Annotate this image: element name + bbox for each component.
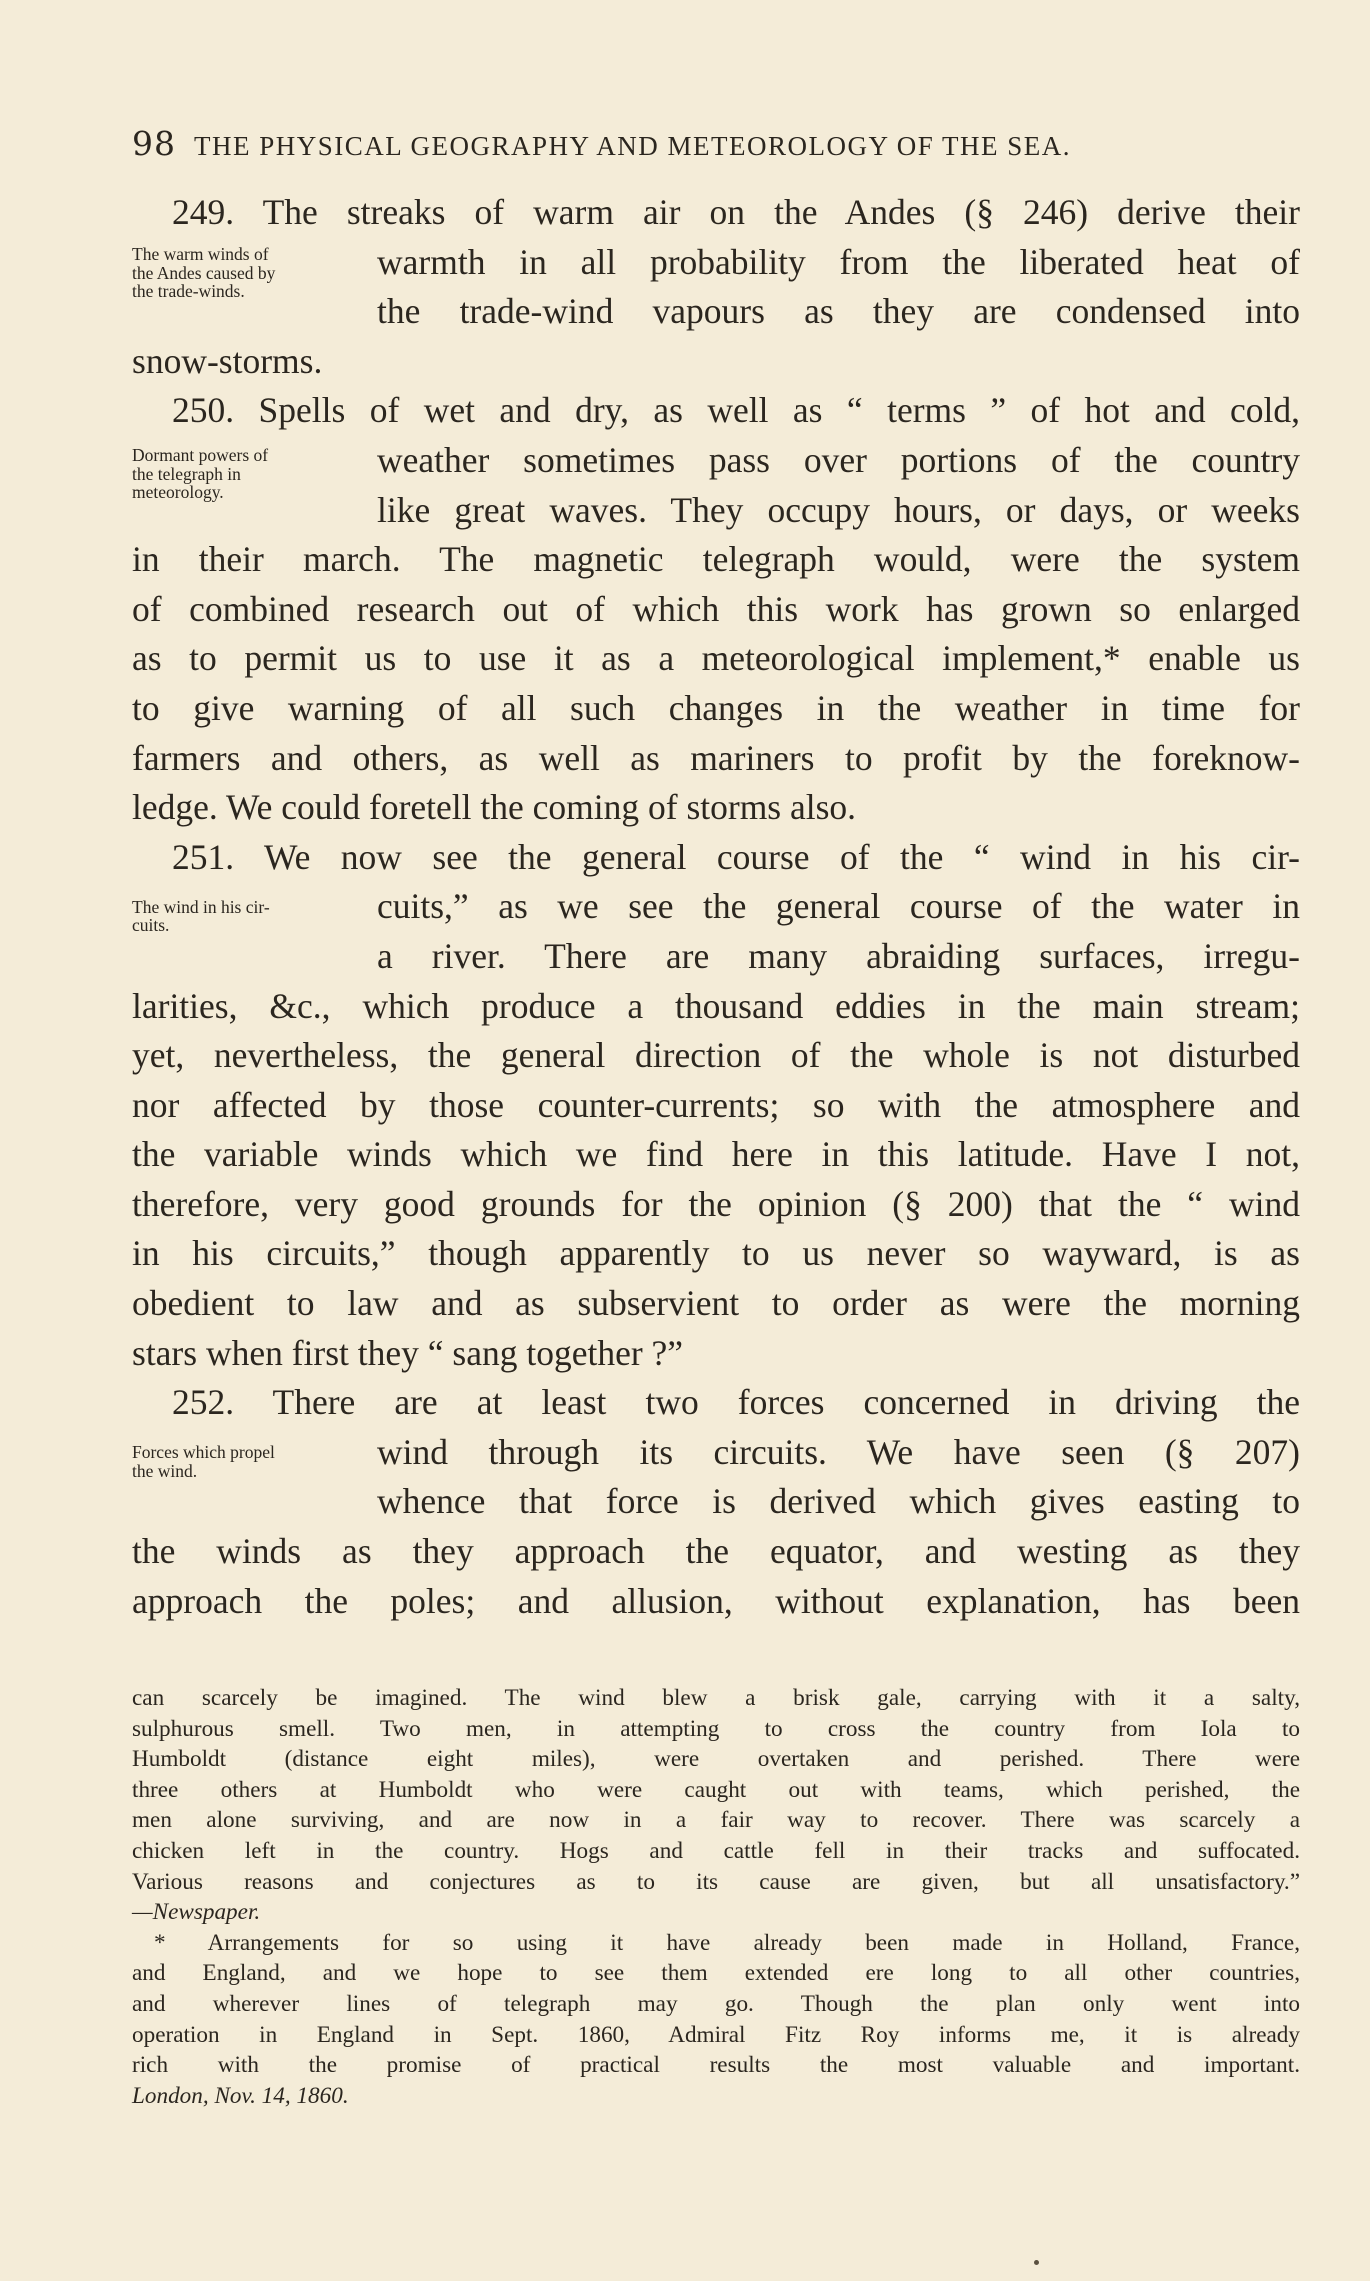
text-line: obedient to law and as subservient to order as were the morning (132, 1283, 1300, 1324)
section-number: 252. (172, 1382, 235, 1423)
footnote-line: rich with the promise of practical results the most valuable and important. (132, 2052, 1300, 2079)
text-line: farmers and others, as well as mariners to profit by the foreknow- (132, 737, 1300, 778)
footnote-line: * Arrangements for so using it have already been made in Holland, France, (154, 1929, 1300, 1956)
section-number: 251. (172, 836, 235, 877)
text-line: larities, &c., which produce a thousand eddies in the main stream; (132, 985, 1300, 1026)
footnote-line: sulphurous smell. Two men, in attempting to cross the country from Iola to (132, 1715, 1300, 1742)
text-line: in their march. The magnetic telegraph would, were the system (132, 539, 1300, 580)
text-line: weather sometimes pass over portions of the country (377, 439, 1300, 480)
text-line: the trade-wind vapours as they are condensed into (377, 291, 1300, 332)
footnote-line: and wherever lines of telegraph may go. Though the plan only went into (132, 1990, 1300, 2017)
text-line: stars when first they “ sang together ?” (132, 1332, 684, 1373)
footnote-line: Humboldt (distance eight miles), were overtaken and perished. There were (132, 1746, 1300, 1773)
footnote-source: London, Nov. 14, 1860. (132, 2082, 349, 2109)
text-line: warmth in all probability from the liberated heat of (377, 241, 1300, 282)
footnote-line: and England, and we hope to see them extended ere long to all other countries, (132, 1960, 1300, 1987)
footnote-telegraph (132, 1928, 1300, 2112)
text-line: to give warning of all such changes in the weather in time for (132, 687, 1300, 728)
text-line: in his circuits,” though apparently to us never so wayward, is as (132, 1233, 1300, 1274)
text-line: the variable winds which we find here in this latitude. Have I not, (132, 1134, 1300, 1175)
sidenote-252: Forces which propel the wind. (132, 1442, 275, 1481)
sidenote-251: The wind in his cir- cuits. (132, 896, 270, 936)
paragraph-252 (132, 1378, 1300, 1626)
footnote-source: —Newspaper. (132, 1899, 261, 1926)
text-line: nor affected by those counter-currents; so with the atmosphere and (132, 1084, 1300, 1125)
text-line: approach the poles; and allusion, without explanation, has been (132, 1580, 1300, 1621)
text-line: cuits,” as we see the general course of the water in (377, 886, 1300, 927)
text-line: 251. We now see the general course of the “ wind in his cir- (172, 836, 1300, 877)
page-number: 98 (132, 124, 176, 163)
text-line: a river. There are many abraiding surfaces, irregu- (377, 935, 1300, 976)
text-line: therefore, very good grounds for the opinion (§ 200) that the “ wind (132, 1183, 1300, 1224)
sidenote-250: Dormant powers of the telegraph in meteorology. (132, 445, 269, 503)
text-line: as to permit us to use it as a meteorological implement,* enable us (132, 638, 1300, 679)
footnote-line: can scarcely be imagined. The wind blew a brisk gale, carrying with it a salty, (132, 1685, 1300, 1711)
text-line: whence that force is derived which gives easting to (377, 1481, 1300, 1522)
section-number: 250. (172, 390, 235, 431)
footnote-continued (132, 1683, 1300, 1928)
page-header (132, 124, 1302, 163)
footnote-line: three others at Humboldt who were caught out with teams, which perished, the (132, 1776, 1300, 1803)
footnotes (132, 1683, 1300, 2111)
text-line: 249. The streaks of warm air on the Andes (§ 246) derive their (172, 192, 1300, 232)
text-line: like great waves. They occupy hours, or days, or weeks (377, 489, 1300, 530)
footnote-line: Various reasons and conjectures as to its cause are given, but all unsatisfactory.” (132, 1868, 1300, 1895)
text-line: the winds as they approach the equator, and westing as they (132, 1531, 1300, 1572)
footnote-line: men alone surviving, and are now in a fair way to recover. There was scarcely a (132, 1807, 1300, 1834)
section-number: 249. (172, 192, 235, 232)
paragraph-249 (132, 188, 1300, 386)
text-line: of combined research out of which this work has grown so enlarged (132, 588, 1300, 629)
paragraph-251 (132, 833, 1300, 1379)
text-line: 250. Spells of wet and dry, as well as “ terms ” of hot and cold, (172, 390, 1300, 431)
paragraph-250 (132, 386, 1300, 832)
text-line: wind through its circuits. We have seen (§ 207) (377, 1431, 1300, 1472)
text-line: 252. There are at least two forces concerned in driving the (172, 1382, 1300, 1423)
footnote-line: chicken left in the country. Hogs and cattle fell in their tracks and suffocated. (132, 1837, 1300, 1864)
footnote-line: operation in England in Sept. 1860, Admiral Fitz Roy informs me, it is already (132, 2021, 1300, 2048)
sidenote-249: The warm winds of the Andes caused by the trade-winds. (132, 244, 276, 301)
body-text (132, 188, 1300, 1626)
running-title: THE PHYSICAL GEOGRAPHY AND METEOROLOGY OF THE SEA. (194, 131, 1072, 161)
ink-speck (1034, 2260, 1039, 2265)
text-line: snow-storms. (132, 340, 323, 381)
text-line: ledge. We could foretell the coming of storms also. (132, 787, 857, 828)
text-line: yet, nevertheless, the general direction of the whole is not disturbed (132, 1035, 1300, 1076)
